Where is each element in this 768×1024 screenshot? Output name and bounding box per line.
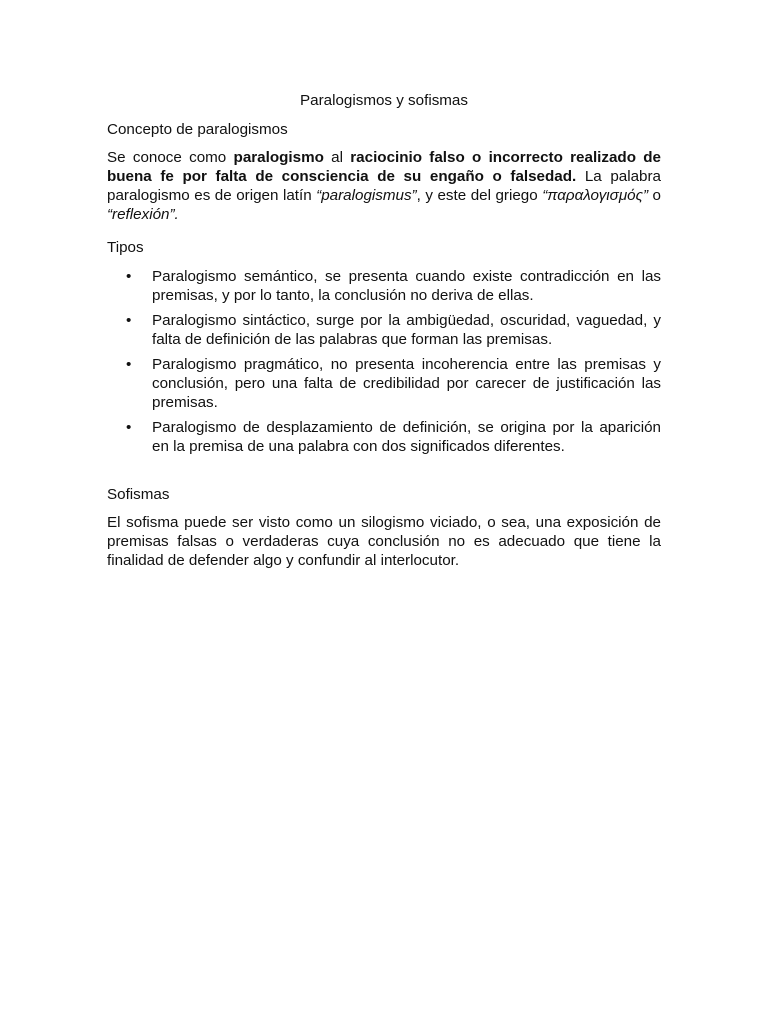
bullet-icon: • bbox=[126, 312, 132, 329]
list-item-text: Paralogismo pragmático, no presenta incoherencia entre las premisas y conclusión, pero una falta de credibilidad por carecer de justificación las premisas. bbox=[152, 356, 661, 411]
bullet-icon: • bbox=[126, 356, 132, 373]
italic-reflexion-term: “reflexión”. bbox=[107, 206, 179, 223]
text-run: Se conoce como bbox=[107, 149, 234, 166]
document-page bbox=[107, 91, 661, 579]
italic-latin-term: “paralogismus” bbox=[316, 187, 417, 204]
text-run: o bbox=[648, 187, 661, 204]
list-item-text: Paralogismo de desplazamiento de definición, se origina por la aparición en la premisa de una palabra con dos significados diferentes. bbox=[152, 419, 661, 455]
list-item bbox=[107, 418, 661, 456]
tipos-list bbox=[107, 267, 661, 456]
text-run: , y este del griego bbox=[416, 187, 543, 204]
text-run: La palabra paralogismo es de origen latín bbox=[107, 168, 662, 204]
section-heading-tipos: Tipos bbox=[107, 239, 144, 256]
vertical-spacer bbox=[107, 462, 661, 485]
bullet-icon: • bbox=[126, 419, 132, 436]
bold-term-paralogismo: paralogismo bbox=[233, 149, 324, 166]
bullet-icon: • bbox=[126, 268, 132, 285]
paragraph-sofismas: El sofisma puede ser visto como un silogismo viciado, o sea, una exposición de premisas falsas o verdaderas cuya conclusión no es adecuado que tiene la finalidad de defender algo y confundir al interlocutor. bbox=[107, 514, 661, 569]
section-heading-sofismas: Sofismas bbox=[107, 486, 170, 503]
bold-definition: raciocinio falso o incorrecto realizado de buena fe por falta de consciencia de su engaño o falsedad. bbox=[107, 149, 661, 185]
list-item bbox=[107, 355, 661, 412]
list-item bbox=[107, 311, 661, 349]
list-item-text: Paralogismo semántico, se presenta cuando existe contradicción en las premisas, y por lo tanto, la conclusión no deriva de ellas. bbox=[152, 268, 661, 304]
list-item bbox=[107, 267, 661, 305]
list-item-text: Paralogismo sintáctico, surge por la ambigüedad, oscuridad, vaguedad, y falta de definición de las palabras que forman las premisas. bbox=[152, 312, 661, 348]
document-title: Paralogismos y sofismas bbox=[300, 92, 468, 109]
paragraph-concepto bbox=[107, 148, 661, 224]
text-run: al bbox=[323, 149, 351, 166]
italic-greek-term: “παραλογισμός” bbox=[542, 187, 649, 204]
section-heading-concepto: Concepto de paralogismos bbox=[107, 121, 288, 138]
